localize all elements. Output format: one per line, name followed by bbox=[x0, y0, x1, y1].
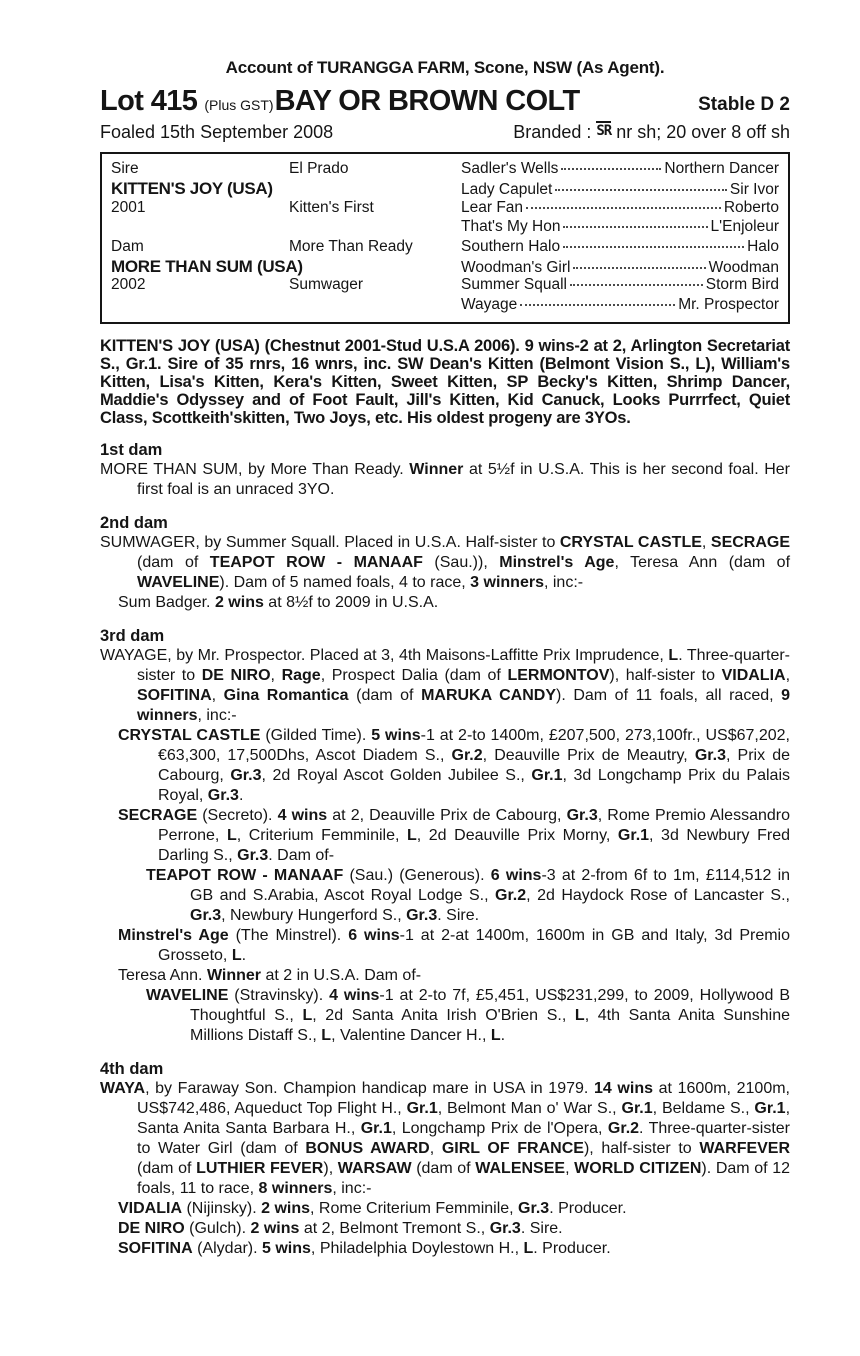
bold-text: SECRAGE bbox=[118, 807, 198, 825]
text: . Dam of- bbox=[268, 847, 335, 865]
text: ). Dam of 11 foals, all raced, bbox=[556, 687, 782, 705]
text: ), half-sister to bbox=[583, 1140, 700, 1158]
text: at 5½f in U.S.A. This is her second foal. Her first foal is an unraced 3YO. bbox=[137, 461, 791, 499]
bold-text: Gr.2 bbox=[607, 1120, 640, 1138]
dam-name: MORE THAN SUM (USA) bbox=[111, 256, 303, 276]
text: , inc:- bbox=[332, 1180, 372, 1198]
bold-text: Gr.2 bbox=[495, 887, 527, 905]
text: (The Minstrel). bbox=[228, 927, 349, 945]
text: , bbox=[211, 687, 224, 705]
pedigree-paragraph bbox=[100, 646, 790, 726]
text: , bbox=[270, 667, 282, 685]
bold-text: Gr.3 bbox=[489, 1220, 521, 1238]
bold-text: 3 winners bbox=[470, 574, 544, 592]
branded-info bbox=[513, 122, 790, 143]
pedigree-paragraph bbox=[100, 533, 790, 593]
bold-text: WAYA bbox=[100, 1080, 146, 1098]
pedigree-paragraph bbox=[100, 1199, 790, 1219]
bold-text: Minstrel's Age bbox=[118, 927, 229, 945]
bold-text: WARFEVER bbox=[699, 1140, 791, 1158]
text: Sum Badger. bbox=[118, 594, 215, 612]
text: (Gilded Time). bbox=[260, 727, 372, 745]
sire-name: KITTEN'S JOY (USA) bbox=[111, 179, 273, 199]
dot-leader bbox=[573, 267, 705, 269]
text: , 2d Santa Anita Irish O'Brien S., bbox=[312, 1007, 575, 1025]
text: . bbox=[500, 1027, 506, 1045]
text: , 4th Santa Anita Sunshine Millions Distaff S., bbox=[190, 1007, 791, 1045]
text: ), bbox=[323, 1160, 338, 1178]
bold-text: VIDALIA bbox=[721, 667, 786, 685]
text: , 3d Newbury Fred Darling S., bbox=[158, 827, 791, 865]
bold-text: Gina Romantica bbox=[223, 687, 349, 705]
dam-sire: More Than Ready bbox=[289, 237, 413, 255]
bold-text: 2 wins bbox=[261, 1200, 311, 1218]
text: , Rome Criterium Femminile, bbox=[310, 1200, 519, 1218]
bold-text: Minstrel's Age bbox=[499, 554, 615, 572]
bold-text: Gr.3 bbox=[694, 747, 726, 765]
text: , Valentine Dancer H., bbox=[331, 1027, 491, 1045]
grandparent-row bbox=[461, 199, 779, 217]
text: WAYAGE, by Mr. Prospector. Placed at 3, 4th Maisons-Laffitte Prix Imprudence, bbox=[100, 647, 669, 665]
text: (Stravinsky). bbox=[228, 987, 330, 1005]
text: at 2 in U.S.A. Dam of- bbox=[261, 967, 422, 985]
ancestor-name: That's My Hon bbox=[461, 218, 561, 236]
sire-dam: Kitten's First bbox=[289, 198, 374, 216]
bold-text: 2 wins bbox=[214, 594, 264, 612]
bold-text: LUTHIER FEVER bbox=[196, 1160, 324, 1178]
text: , bbox=[701, 534, 711, 552]
bold-text: TEAPOT ROW - MANAAF bbox=[209, 554, 423, 572]
sire-label: Sire bbox=[111, 160, 139, 177]
grandparent-row bbox=[461, 218, 779, 236]
bold-text: 6 wins bbox=[490, 867, 542, 885]
lot-title-row bbox=[100, 85, 790, 118]
bold-text: L bbox=[406, 827, 417, 845]
bold-text: Gr.1 bbox=[360, 1120, 392, 1138]
text: ), half-sister to bbox=[609, 667, 722, 685]
text: , 2d Haydock Rose of Lancaster S., bbox=[526, 887, 790, 905]
text: , 3d Longchamp Prix du Palais Royal, bbox=[158, 767, 790, 805]
pedigree-paragraph bbox=[100, 986, 790, 1046]
ancestor-name: Sir Ivor bbox=[729, 181, 779, 199]
sire-year: 2001 bbox=[111, 198, 146, 216]
ancestor-name: Summer Squall bbox=[461, 276, 567, 294]
text: (dam of bbox=[411, 1160, 476, 1178]
text: . Three-quarter-sister to Water Girl (dam of bbox=[137, 1120, 791, 1158]
text: (Gulch). bbox=[184, 1220, 251, 1238]
text: -1 at 2-at 1400m, 1600m in GB and Italy, 3d Premio Grosseto, bbox=[158, 927, 790, 965]
bold-text: TEAPOT ROW - MANAAF bbox=[146, 867, 344, 885]
bold-text: WALENSEE bbox=[475, 1160, 566, 1178]
bold-text: Winner bbox=[206, 967, 262, 985]
dot-leader bbox=[555, 189, 727, 191]
bold-text: L bbox=[574, 1007, 585, 1025]
text: , Teresa Ann (dam of bbox=[614, 554, 791, 572]
ancestor-name: Woodman's Girl bbox=[461, 258, 571, 276]
pedigree-paragraph bbox=[100, 966, 790, 986]
bold-text: 2 wins bbox=[250, 1220, 300, 1238]
text: at 8½f to 2009 in U.S.A. bbox=[263, 594, 439, 612]
text: (Nijinsky). bbox=[182, 1200, 262, 1218]
dam-section-heading: 4th dam bbox=[100, 1060, 164, 1079]
bold-text: SECRAGE bbox=[710, 534, 791, 552]
text: . Sire. bbox=[520, 1220, 563, 1238]
sire-summary-paragraph: KITTEN'S JOY (USA) (Chestnut 2001-Stud U.S.A 2006). 9 wins-2 at 2, Arlington Secretariat S., Gr.1. Sire of 35 rnrs, 16 wnrs, inc. SW Dean's Kitten (Belmont Vision S., L), William's Kitten, Lisa's Kitten, Kera's Kitten, Sweet Kitten, SP Becky's Kitten, Shrimp Dancer, Maddie's Odyssey and of Foot Fault, Jill's Kitten, Kid Canuck, Looks Purrrfect, Quiet Class, Scottkeith'skitten, Two Joys, etc. His oldest progeny are 3YOs. bbox=[100, 337, 790, 428]
bold-text: Gr.2 bbox=[451, 747, 483, 765]
bold-text: 4 wins bbox=[329, 987, 380, 1005]
bold-text: 6 wins bbox=[348, 927, 400, 945]
text: ). Dam of 5 named foals, 4 to race, bbox=[219, 574, 471, 592]
text: (dam of bbox=[137, 554, 210, 572]
bold-text: Gr.3 bbox=[237, 847, 269, 865]
grandparent-row bbox=[461, 160, 779, 178]
bold-text: CRYSTAL CASTLE bbox=[118, 727, 261, 745]
text: (Alydar). bbox=[192, 1240, 263, 1258]
dam-section-heading: 1st dam bbox=[100, 441, 163, 460]
pedigree-paragraph bbox=[100, 460, 790, 500]
bold-text: CRYSTAL CASTLE bbox=[559, 534, 702, 552]
text: . Sire. bbox=[437, 907, 480, 925]
ancestor-name: Wayage bbox=[461, 295, 518, 313]
text: (dam of bbox=[137, 1160, 197, 1178]
grandparent-row bbox=[461, 259, 779, 277]
stable-label: Stable D 2 bbox=[698, 94, 790, 115]
grandparent-row bbox=[461, 276, 779, 294]
dot-leader bbox=[563, 246, 744, 248]
text: , Belmont Man o' War S., bbox=[437, 1100, 622, 1118]
ancestor-name: Lear Fan bbox=[461, 198, 524, 216]
bold-text: L bbox=[231, 947, 242, 965]
dam-section-heading: 3rd dam bbox=[100, 627, 165, 646]
bold-text: 5 wins bbox=[262, 1240, 311, 1258]
ancestor-name: Lady Capulet bbox=[461, 181, 553, 199]
bold-text: L bbox=[668, 647, 679, 665]
bold-text: DE NIRO bbox=[201, 667, 271, 685]
ancestor-name: Mr. Prospector bbox=[678, 295, 779, 313]
bold-text: LERMONTOV bbox=[507, 667, 610, 685]
account-line: Account of TURANGGA FARM, Scone, NSW (As Agent). bbox=[225, 58, 665, 77]
text: . bbox=[241, 947, 247, 965]
branded-prefix: Branded : bbox=[513, 122, 597, 142]
text: , bbox=[565, 1160, 575, 1178]
dot-leader bbox=[561, 168, 661, 170]
text: , Newbury Hungerford S., bbox=[221, 907, 407, 925]
text: , bbox=[785, 667, 791, 685]
text: , Rome Premio Alessandro Perrone, bbox=[158, 807, 791, 845]
ancestor-name: Woodman bbox=[708, 258, 779, 276]
text: , Santa Anita Santa Barbara H., bbox=[137, 1100, 791, 1138]
bold-text: WARSAW bbox=[337, 1160, 412, 1178]
bold-text: 4 wins bbox=[277, 807, 328, 825]
dot-leader bbox=[570, 284, 703, 286]
pedigree-paragraph bbox=[100, 1219, 790, 1239]
bold-text: L bbox=[523, 1240, 534, 1258]
bold-text: Gr.1 bbox=[621, 1100, 653, 1118]
text: (Secreto). bbox=[197, 807, 278, 825]
bold-text: Gr.1 bbox=[754, 1100, 786, 1118]
text: . Producer. bbox=[533, 1240, 611, 1258]
text: SUMWAGER, by Summer Squall. Placed in U.S.A. Half-sister to bbox=[100, 534, 560, 552]
text: , 2d Royal Ascot Golden Jubilee S., bbox=[261, 767, 532, 785]
bold-text: Gr.3 bbox=[406, 907, 438, 925]
text: . bbox=[238, 787, 244, 805]
bold-text: 9 winners bbox=[137, 687, 791, 725]
bold-text: WORLD CITIZEN bbox=[574, 1160, 702, 1178]
text: , Beldame S., bbox=[652, 1100, 755, 1118]
plus-gst-note: (Plus GST) bbox=[204, 97, 274, 113]
bold-text: L bbox=[226, 827, 237, 845]
bold-text: Gr.3 bbox=[207, 787, 239, 805]
bold-text: SOFITINA bbox=[118, 1240, 193, 1258]
pedigree-paragraph bbox=[100, 1239, 790, 1259]
dot-leader bbox=[563, 226, 707, 228]
foaled-branded-row bbox=[100, 122, 790, 143]
bold-text: VIDALIA bbox=[118, 1200, 182, 1218]
dam-section-heading: 2nd dam bbox=[100, 514, 168, 533]
grandparent-row bbox=[461, 181, 779, 199]
text: , Prix de Cabourg, bbox=[158, 747, 791, 785]
bold-text: DE NIRO bbox=[118, 1220, 185, 1238]
ancestor-name: Northern Dancer bbox=[664, 160, 779, 177]
bold-text: Gr.3 bbox=[566, 807, 598, 825]
text: , by Faraway Son. Champion handicap mare in USA in 1979. bbox=[145, 1080, 594, 1098]
text: -1 at 2-to 7f, £5,451, US$231,299, to 2009, Hollywood B Thoughtful S., bbox=[190, 987, 791, 1025]
bold-text: WAVELINE bbox=[137, 574, 220, 592]
bold-text: L bbox=[302, 1007, 313, 1025]
ancestor-name: Roberto bbox=[723, 198, 779, 216]
page-title: BAY OR BROWN COLT bbox=[274, 85, 580, 117]
text: -3 at 2-from 6f to 1m, £114,512 in GB and S.Arabia, Ascot Royal Lodge S., bbox=[190, 867, 791, 905]
bold-text: Gr.1 bbox=[531, 767, 563, 785]
dot-leader bbox=[526, 207, 721, 209]
text: at 2, Deauville Prix de Cabourg, bbox=[327, 807, 567, 825]
text: . Producer. bbox=[549, 1200, 627, 1218]
bold-text: SOFITINA bbox=[137, 687, 212, 705]
bold-text: BONUS AWARD bbox=[305, 1140, 430, 1158]
text: , Deauville Prix de Meautry, bbox=[482, 747, 695, 765]
text: , inc:- bbox=[197, 707, 237, 725]
text: , inc:- bbox=[543, 574, 584, 592]
pedigree-paragraph bbox=[100, 926, 790, 966]
bold-text: Gr.1 bbox=[406, 1100, 438, 1118]
grandparent-row bbox=[461, 238, 779, 256]
bold-text: Gr.3 bbox=[190, 907, 222, 925]
text: , bbox=[429, 1140, 442, 1158]
foaled-date: Foaled 15th September 2008 bbox=[100, 122, 334, 142]
bold-text: Rage bbox=[281, 667, 321, 685]
bold-text: L bbox=[321, 1027, 332, 1045]
dam-year: 2002 bbox=[111, 276, 146, 294]
text: , Prospect Dalia (dam of bbox=[320, 667, 508, 685]
text: -1 at 2-to 1400m, £207,500, 273,100fr., US$67,202, €63,300, 17,500Dhs, Ascot Diadem S., bbox=[158, 727, 791, 765]
ancestor-name: L'Enjoleur bbox=[710, 218, 779, 236]
bold-text: 8 winners bbox=[258, 1180, 333, 1198]
text: at 2, Belmont Tremont S., bbox=[299, 1220, 490, 1238]
text: at 1600m, 2100m, US$742,486, Aqueduct Top Flight H., bbox=[137, 1080, 790, 1118]
bold-text: GIRL OF FRANCE bbox=[441, 1140, 584, 1158]
grandparent-row bbox=[461, 296, 779, 314]
dam-label: Dam bbox=[111, 237, 144, 255]
bold-text: 14 wins bbox=[594, 1080, 653, 1098]
text: , Longchamp Prix de l'Opera, bbox=[391, 1120, 608, 1138]
text: ). Dam of 12 foals, 11 to race, bbox=[137, 1160, 791, 1198]
text: (Sau.)), bbox=[422, 554, 500, 572]
text: , 2d Deauville Prix Morny, bbox=[416, 827, 618, 845]
brand-mark: SR bbox=[596, 123, 612, 139]
dam-dam: Sumwager bbox=[289, 276, 364, 294]
sire-sire: El Prado bbox=[289, 160, 349, 177]
text: Teresa Ann. bbox=[118, 967, 207, 985]
text: MORE THAN SUM, by More Than Ready. bbox=[100, 461, 410, 479]
bold-text: MARUKA CANDY bbox=[421, 687, 557, 705]
branded-suffix: nr sh; 20 over 8 off sh bbox=[611, 122, 790, 142]
pedigree-paragraph bbox=[100, 806, 790, 866]
pedigree-table bbox=[100, 152, 790, 324]
bold-text: L bbox=[490, 1027, 501, 1045]
pedigree-paragraph bbox=[100, 866, 790, 926]
bold-text: Gr.3 bbox=[230, 767, 262, 785]
pedigree-paragraph bbox=[100, 726, 790, 806]
pedigree-paragraph bbox=[100, 593, 790, 613]
text: . Three-quarter-sister to bbox=[137, 647, 791, 685]
text: , Criterium Femminile, bbox=[236, 827, 407, 845]
text: (dam of bbox=[348, 687, 422, 705]
lot-number: Lot 415 bbox=[100, 85, 198, 117]
bold-text: Gr.3 bbox=[518, 1200, 550, 1218]
ancestor-name: Southern Halo bbox=[461, 237, 561, 255]
text: (Sau.) (Generous). bbox=[343, 867, 491, 885]
bold-text: Gr.1 bbox=[617, 827, 650, 845]
bold-text: WAVELINE bbox=[146, 987, 229, 1005]
bold-text: 5 wins bbox=[371, 727, 421, 745]
dot-leader bbox=[520, 304, 675, 306]
text: , Philadelphia Doylestown H., bbox=[310, 1240, 524, 1258]
ancestor-name: Halo bbox=[747, 237, 779, 255]
pedigree-paragraph bbox=[100, 1079, 790, 1199]
bold-text: Winner bbox=[409, 461, 464, 479]
ancestor-name: Sadler's Wells bbox=[461, 160, 559, 177]
dam-sections bbox=[100, 440, 790, 1259]
ancestor-name: Storm Bird bbox=[705, 276, 779, 294]
